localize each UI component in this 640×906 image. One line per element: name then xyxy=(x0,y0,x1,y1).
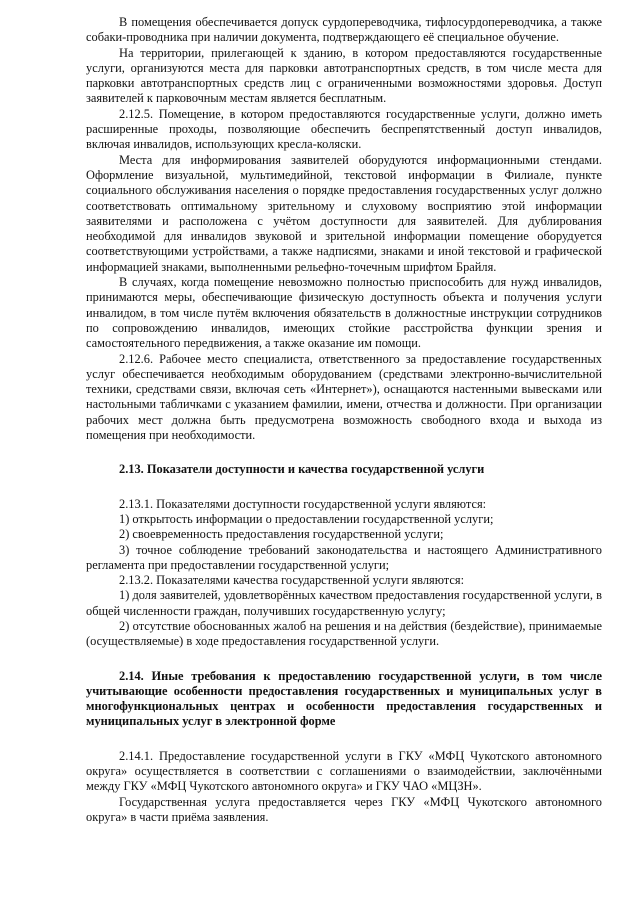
paragraph-2-13-1: 2.13.1. Показателями доступности государственной услуги являются: xyxy=(119,496,487,511)
document-page xyxy=(86,15,602,825)
paragraph-interpreter-access: В помещения обеспечивается допуск сурдопереводчика, тифлосурдопереводчика, а также собаки-проводника при наличии документа, подтверждающего её специальное обучение. xyxy=(86,15,602,45)
paragraph-2-12-5: 2.12.5. Помещение, в котором предоставляются государственные услуги, должно иметь расширенные проходы, позволяющие обеспечить беспрепятственный доступ инвалидов, включая инвалидов, использующих кресла-коляски. xyxy=(86,106,602,152)
list-item-openness: 1) открытость информации о предоставлении государственной услуги; xyxy=(119,511,494,526)
paragraph-accessibility-measures: В случаях, когда помещение невозможно полностью приспособить для нужд инвалидов, принимаются меры, обеспечивающие физическую доступность объекта и получения услуги инвалидом, в том числе путём включения обязательств в должностные инструкции сотрудников по сопровождению инвалидов, имеющих стойкие расстройства функции зрения и самостоятельного передвижения, а также оказание им помощи. xyxy=(86,275,602,351)
paragraph-2-14-1: 2.14.1. Предоставление государственной услуги в ГКУ «МФЦ Чукотского автономного округа» осуществляется в соответствии с соглашениями о взаимодействии, заключёнными между ГКУ «МФЦ Чукотского автономного округа» и ГКУ ЧАО «МЦЗН». xyxy=(86,748,602,794)
paragraph-mfc-application: Государственная услуга предоставляется через ГКУ «МФЦ Чукотского автономного округа» в части приёма заявления. xyxy=(86,794,602,824)
paragraph-2-13-2: 2.13.2. Показателями качества государственной услуги являются: xyxy=(119,573,465,588)
list-item-no-complaints: 2) отсутствие обоснованных жалоб на решения и на действия (бездействие), принимаемые (осуществляемые) в ходе предоставления государственной услуги. xyxy=(86,618,602,649)
paragraph-parking: На территории, прилегающей к зданию, в котором предоставляются государственные услуги, организуются места для парковки автотранспортных средств, в том числе места для парковки автотранспортных средств лиц с ограниченными возможностями здоровья. Доступ заявителей к парковочным местам является бесплатным. xyxy=(86,45,602,106)
section-heading-2-14: 2.14. Иные требования к предоставлению государственной услуги, в том числе учитывающие особенности предоставления государственных и муниципальных услуг в многофункциональных центрах и особенности предоставления государственных и муниципальных услуг в электронной форме xyxy=(86,668,602,729)
section-heading-2-13: 2.13. Показатели доступности и качества государственной услуги xyxy=(119,462,485,477)
list-item-timeliness: 2) своевременность предоставления государственной услуги; xyxy=(119,527,444,542)
list-item-satisfaction-share: 1) доля заявителей, удовлетворённых качеством предоставления государственной услуги, в общей численности граждан, получивших государственную услугу; xyxy=(86,588,602,618)
paragraph-info-stands: Места для информирования заявителей оборудуются информационными стендами. Оформление визуальной, мультимедийной, текстовой информации в Филиале, пункте социального обслуживания населения о порядке предоставления государственных услуг должно соответствовать оптимальному зрительному и слуховому восприятию этой информации заявителями и расположена с учётом доступности для заявителей. Для дублирования необходимой для инвалидов звуковой и зрительной информации помещение оборудуется соответствующими устройствами, а также надписями, знаками и иной текстовой и графической информацией знаками, выполненными рельефно-точечным шрифтом Брайля. xyxy=(86,152,602,274)
list-item-compliance: 3) точное соблюдение требований законодательства и настоящего Административного регламента при предоставлении государственной услуги; xyxy=(86,542,602,572)
paragraph-2-12-6: 2.12.6. Рабочее место специалиста, ответственного за предоставление государственных услуг обеспечивается необходимым оборудованием (средствами электронно-вычислительной техники, средствами связи, включая сеть «Интернет»), оснащаются настенными вывесками или настольными табличками с указанием фамилии, имени, отчества и должности. При организации рабочих мест должна быть предусмотрена возможность свободного входа и выхода из помещения при необходимости. xyxy=(86,351,602,443)
